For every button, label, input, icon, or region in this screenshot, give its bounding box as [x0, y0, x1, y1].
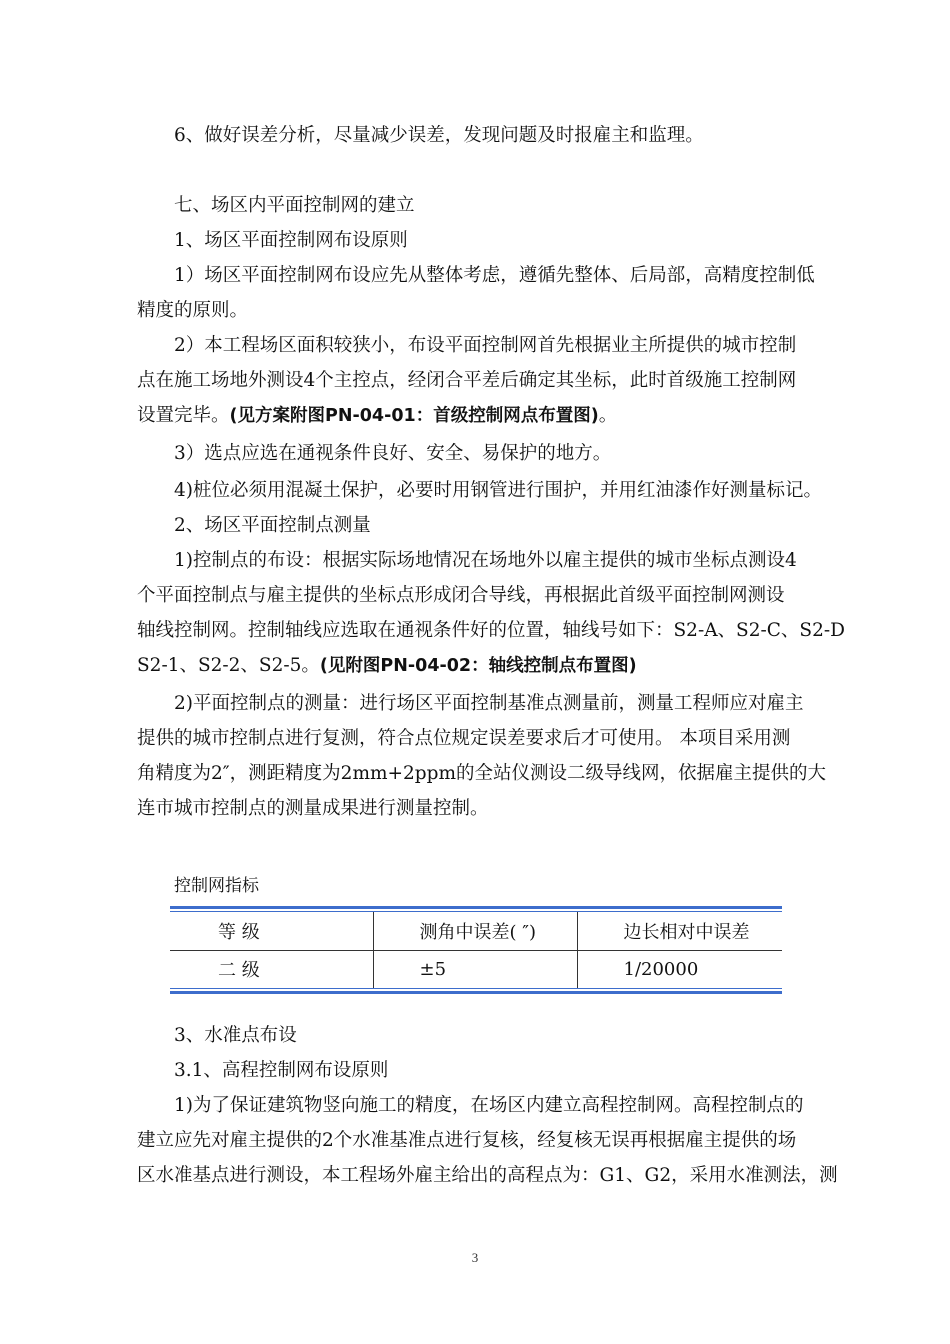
p9b: 个平面控制点与雇主提供的坐标点形成闭合导线，再根据此首级平面控制网测设	[137, 585, 785, 606]
table-top-rule-thick	[170, 906, 782, 909]
subheading-1: 1、场区平面控制网布设原则	[174, 230, 408, 251]
table-bottom-rule-thick	[170, 991, 782, 994]
p13a: 1)为了保证建筑物竖向施工的精度，在场区内建立高程控制网。高程控制点的	[174, 1095, 804, 1116]
p13c: 区水准基点进行测设，本工程场外雇主给出的高程点为：G1、G2，采用水准测法，测	[137, 1165, 838, 1186]
p4a: 1）场区平面控制网布设应先从整体考虑，遵循先整体、后局部，高精度控制低	[174, 265, 815, 286]
section-heading-7: 七、场区内平面控制网的建立	[174, 195, 415, 216]
p5c	[137, 404, 617, 428]
table-cell: 二 级	[170, 950, 373, 988]
page-number: 3	[471, 1250, 479, 1265]
table-header-row	[170, 912, 782, 950]
p5a: 2）本工程场区面积较狭小，布设平面控制网首先根据业主所提供的城市控制	[174, 335, 797, 356]
p7: 4)桩位必须用混凝土保护，必要时用钢管进行围护，并用红油漆作好测量标记。	[174, 480, 822, 501]
p13b: 建立应先对雇主提供的2个水准基准点进行复核，经复核无误再根据雇主提供的场	[137, 1130, 797, 1151]
p5c-end: 。	[598, 405, 618, 426]
table-bottom-rule-thin	[170, 988, 782, 989]
subheading-3-1: 3.1、高程控制网布设原则	[174, 1060, 389, 1081]
p1: 6、做好误差分析，尽量减少误差，发现问题及时报雇主和监理。	[174, 125, 704, 146]
p9c: 轴线控制网。控制轴线应选取在通视条件好的位置，轴线号如下：S2-A、S2-C、S2-D	[137, 620, 845, 641]
p10a: 2)平面控制点的测量：进行场区平面控制基准点测量前，测量工程师应对雇主	[174, 693, 804, 714]
p9d-ref: (见附图PN-04-02：轴线控制点布置图)	[319, 656, 637, 676]
control-network-table	[170, 906, 782, 994]
p9d-text: S2-1、S2-2、S2-5。	[137, 655, 320, 676]
subheading-3: 3、水准点布设	[174, 1025, 297, 1046]
p4b: 精度的原则。	[137, 300, 249, 321]
table-cell: ±5	[373, 950, 577, 988]
p9d	[137, 654, 637, 678]
p10d: 连市城市控制点的测量成果进行测量控制。	[137, 798, 489, 819]
p5b: 点在施工场地外测设4个主控点，经闭合平差后确定其坐标，此时首级施工控制网	[137, 370, 797, 391]
table-cell: 1/20000	[623, 958, 699, 980]
p10c: 角精度为2″，测距精度为2mm+2ppm的全站仪测设二级导线网，依据雇主提供的大	[137, 763, 827, 784]
p10b: 提供的城市控制点进行复测，符合点位规定误差要求后才可使用。 本项目采用测	[137, 728, 791, 749]
table-header-cell: 边长相对中误差	[577, 912, 782, 950]
table-header-cell: 等 级	[170, 912, 373, 950]
p5c-ref: (见方案附图PN-04-01：首级控制网点布置图)	[229, 406, 599, 426]
p9a: 1)控制点的布设：根据实际场地情况在场地外以雇主提供的城市坐标点测设4	[174, 550, 797, 571]
subheading-2: 2、场区平面控制点测量	[174, 515, 371, 536]
table-header-cell: 测角中误差( ″)	[373, 912, 577, 950]
table-row	[170, 950, 782, 988]
table-caption: 控制网指标	[174, 876, 259, 896]
p6: 3）选点应选在通视条件良好、安全、易保护的地方。	[174, 443, 612, 464]
p5c-text: 设置完毕。	[137, 405, 230, 426]
